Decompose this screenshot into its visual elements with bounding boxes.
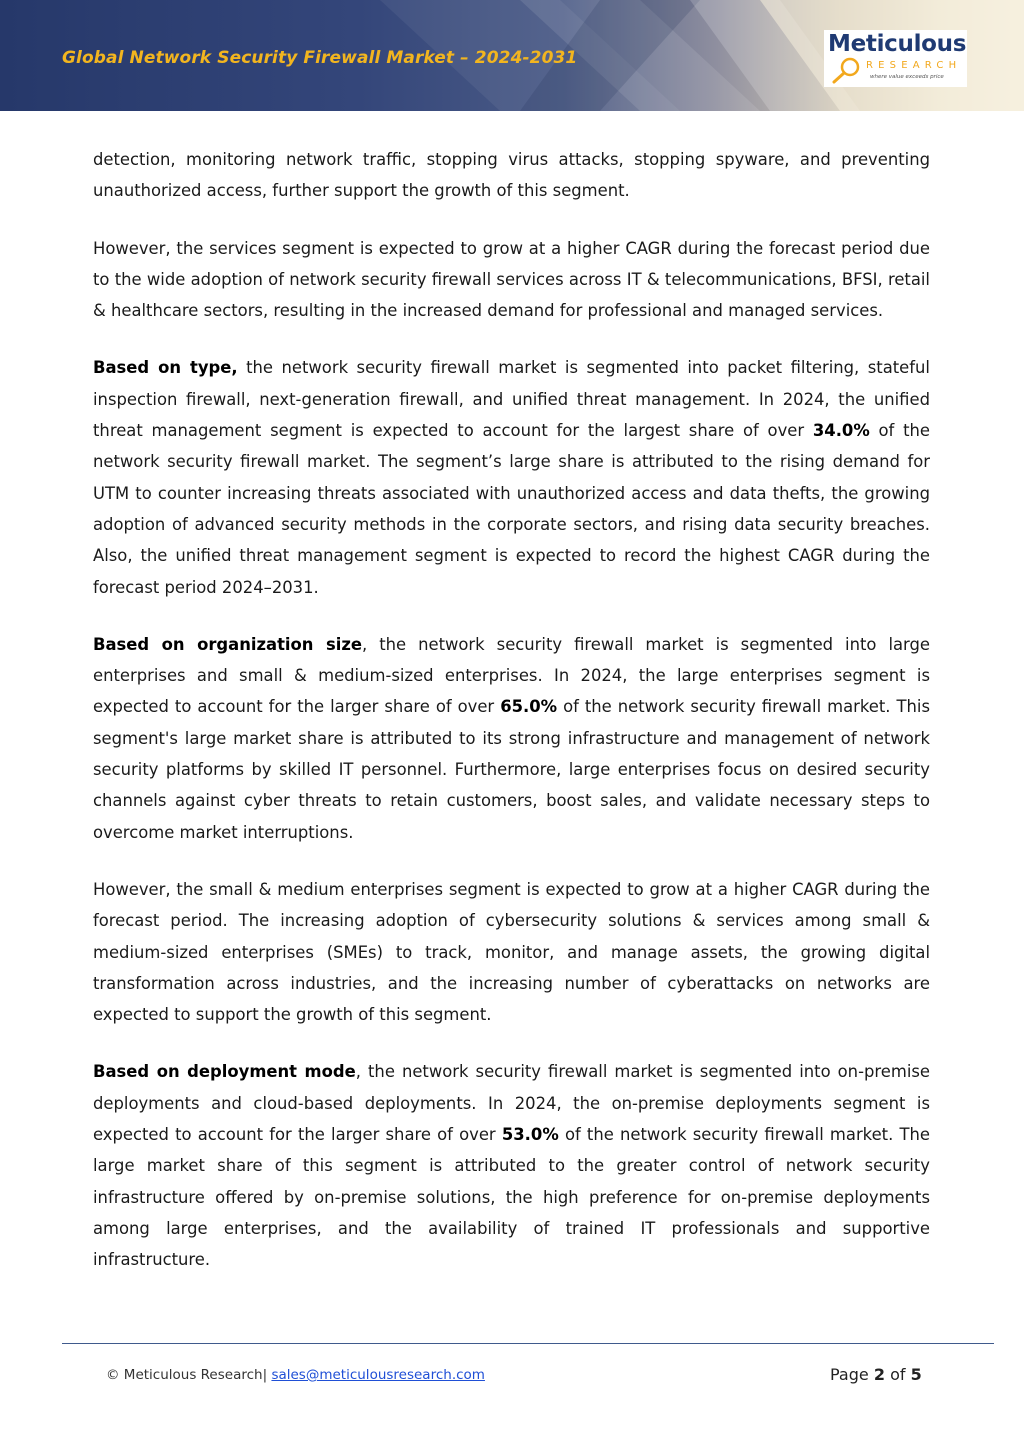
text-run: However, the services segment is expected to grow at a higher CAGR during the forecast period due to the wide adoption of network security firewall services across IT & telecommunications, BFSI, retail & healthcare sectors, resulting in the increased demand for professional and managed services. [93, 238, 930, 321]
paragraph [93, 233, 930, 327]
bold-text: Based on deployment mode [93, 1062, 356, 1082]
bold-text: Based on organization size [93, 634, 362, 654]
copyright-text: © Meticulous Research| [106, 1367, 268, 1383]
email-link[interactable]: sales@meticulousresearch.com [271, 1367, 485, 1383]
text-run: However, the small & medium enterprises segment is expected to grow at a higher CAGR during the forecast period. The increasing adoption of cybersecurity solutions & services among small & medium-sized enterprises (SMEs) to track, monitor, and manage assets, the growing digital transformation across industries, and the increasing number of cyberattacks on networks are expected to support the growth of this segment. [93, 879, 930, 1025]
text-run: the network security firewall market is segmented into packet filtering, stateful inspection firewall, next-generation firewall, and unified threat management. In 2024, the unified threat management segment is expected to account for the largest share of over [93, 358, 930, 441]
logo-tagline: where value exceeds price [870, 74, 944, 80]
page-number [830, 1365, 922, 1384]
text-run: of the network security firewall market. The segment’s large share is attributed to the rising demand for UTM to counter increasing threats associated with unauthorized access and data thefts, the growing adoption of advanced security methods in the corporate sectors, and rising data security breaches. Also, the unified threat management segment is expected to record the highest CAGR during the forecast period 2024–2031. [93, 421, 930, 597]
document-title: Global Network Security Firewall Market – 2024-2031 [62, 48, 578, 68]
paragraph [93, 629, 930, 848]
logo-wordmark: Meticulous [828, 31, 967, 57]
text-run: , the network security firewall market is segmented into large enterprises and small & medium-sized enterprises. In 2024, the large enterprises segment is expected to account for the larger share of over [93, 634, 930, 717]
logo-subtitle: RESEARCH [866, 60, 962, 71]
bold-text: Based on type, [93, 358, 238, 378]
text-run: of the network security firewall market. This segment's large market share is attributed to its strong infrastructure and management of network security platforms by skilled IT personnel. Furthermore, large enterprises focus on desired security channels against cyber threats to retain customers, boost sales, and validate necessary steps to overcome market interruptions. [93, 697, 930, 842]
text-run: , the network security firewall market is segmented into on-premise deployments and cloud-based deployments. In 2024, the on-premise deployments segment is expected to account for the larger share of over [93, 1062, 930, 1145]
text-run: detection, monitoring network traffic, stopping virus attacks, stopping spyware, and preventing unauthorized access, further support the growth of this segment. [93, 150, 930, 201]
magnifier-icon [828, 56, 868, 84]
bold-text: 53.0% [501, 1125, 559, 1145]
page-of-label: of [890, 1365, 906, 1384]
current-page: 2 [873, 1365, 885, 1384]
text-run: of the network security firewall market. The large market share of this segment is attributed to the greater control of network security infrastructure offered by on-premise solutions, the high preference for on-premise deployments among large enterprises, and the availability of trained IT professionals and supportive infrastructure. [93, 1125, 930, 1270]
page-label: Page [830, 1365, 869, 1384]
company-logo [824, 30, 967, 87]
footer-copyright [106, 1367, 485, 1383]
bold-text: 34.0% [812, 421, 870, 441]
paragraph [93, 874, 930, 1030]
footer-divider [62, 1343, 994, 1344]
body-text [93, 144, 930, 1302]
paragraph [93, 144, 930, 207]
bold-text: 65.0% [500, 697, 558, 717]
total-pages: 5 [910, 1365, 922, 1384]
paragraph [93, 1056, 930, 1275]
paragraph [93, 352, 930, 602]
page-header [0, 0, 1024, 111]
